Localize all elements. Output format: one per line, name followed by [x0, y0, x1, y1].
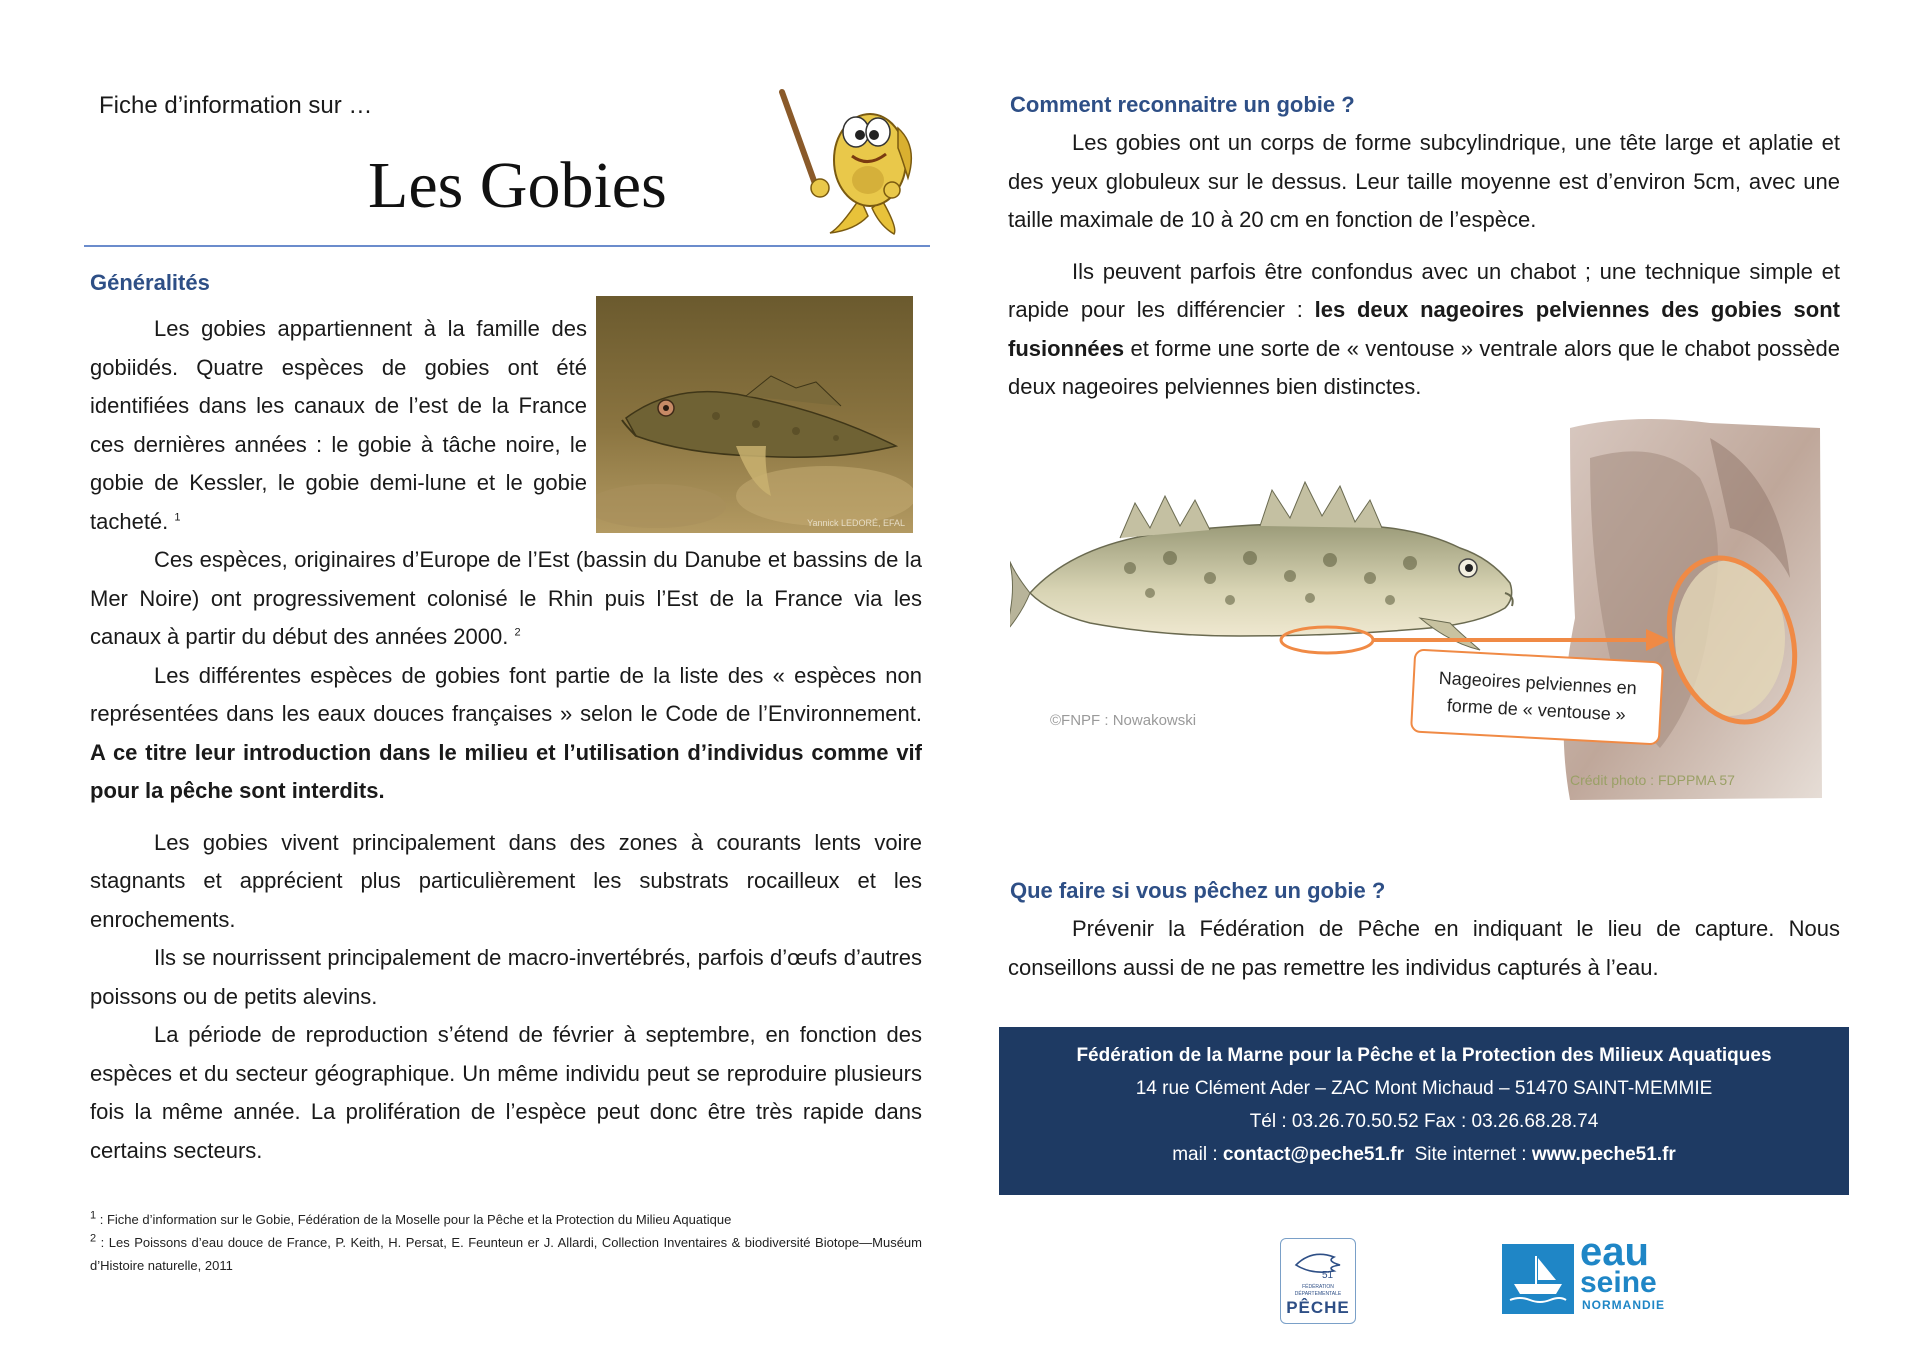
peche-logo-word: PÊCHE [1286, 1298, 1350, 1317]
contact-web: mail : contact@peche51.fr Site internet : www.peche51.fr [1172, 1144, 1676, 1165]
paragraph-morphology: Les gobies ont un corps de forme subcylindrique, une tête large et aplatie et des yeux globuleux sur le dessus. Leur taille moyenne est d’environ 5cm, avec une taille maximale de 10 à 20 cm en fonction de l’espèce. [1008, 130, 1840, 232]
paragraph-origin: Ces espèces, originaires d’Europe de l’Est (bassin du Danube et bassins de la Mer Noire) ont progressivement colonisé le Rhin puis l’Est de la France via les canaux à partir du début des années 2000. $^2$ [90, 547, 922, 649]
paragraph-diet: Ils se nourrissent principalement de macro-invertébrés, parfois d’œufs d’autres poissons ou de petits alevins. [90, 945, 922, 1009]
footnote-2: $^2$ : Les Poissons d’eau douce de France, P. Keith, H. Persat, E. Feunteun er J. Allardi, Collection Inventaires & biodiversité Biotope—Muséum d’Histoire naturelle, 2011 [90, 1232, 922, 1273]
eau-seine-normandie-logo [1502, 1230, 1667, 1318]
goby-pelvic-fin-diagram [1010, 418, 1840, 804]
illustration-credit: ©FNPF : Nowakowski [1050, 712, 1197, 729]
paragraph-what-to-do: Prévenir la Fédération de Pêche en indiquant le lieu de capture. Nous conseillons aussi de ne pas remettre les individus capturés à l’eau. [1008, 916, 1840, 980]
contact-website-link[interactable]: www.peche51.fr [1531, 1144, 1676, 1165]
page-title: Les Gobies [368, 149, 667, 222]
eau-logo-line3: NORMANDIE [1582, 1298, 1665, 1312]
footnote-1: $^1$ : Fiche d’information sur le Gobie, Fédération de la Moselle pour la Pêche et la Protection du Milieu Aquatique [90, 1209, 732, 1227]
fish-mascot-icon [770, 88, 920, 238]
federation-peche-logo [1280, 1238, 1356, 1324]
peche-logo-subtitle: FÉDÉRATION DÉPARTEMENTALE [1294, 1284, 1342, 1297]
title-divider [84, 245, 930, 247]
boat-logo-icon [1502, 1244, 1574, 1314]
peche-logo-number: 51 [1322, 1270, 1334, 1279]
footnote-ref-1: 1 [174, 511, 181, 524]
paragraph-habitat: Les gobies vivent principalement dans des zones à courants lents voire stagnants et apprécient plus particulièrement les substrats rocailleux et les enrochements. [90, 829, 922, 932]
left-column [90, 310, 922, 1170]
eau-logo-line2: seine [1580, 1266, 1657, 1299]
heading-que-faire: Que faire si vous pêchez un gobie ? [1010, 878, 1386, 903]
eau-logo-badge [1502, 1244, 1574, 1314]
paragraph-family: Les gobies appartiennent à la famille des gobiidés. Quatre espèces de gobies ont été identifiées dans les canaux de l’est de la France ces dernières années : le gobie à tâche noire, le gobie de Kessler, le gobie demi-lune et le gobie tacheté. $^1$ [90, 316, 587, 534]
contact-email-link[interactable]: contact@peche51.fr [1222, 1144, 1405, 1165]
heading-generalites: Généralités [90, 270, 210, 295]
contact-box [999, 1027, 1849, 1195]
pelvic-fin-callout: Nageoires pelviennes en forme de « ventouse » [1410, 649, 1664, 746]
right-column [1008, 124, 1840, 407]
contact-org: Fédération de la Marne pour la Pêche et la Protection des Milieux Aquatiques [1076, 1045, 1772, 1066]
footnote-ref-2: 2 [514, 626, 521, 639]
heading-reconnaitre: Comment reconnaitre un gobie ? [1010, 92, 1355, 117]
contact-phone: Tél : 03.26.70.50.52 Fax : 03.26.68.28.74 [1249, 1111, 1599, 1132]
photo-credit-fdppma: Crédit photo : FDPPMA 57 [1570, 772, 1735, 788]
photo-credit: Yannick LEDORÉ, EFAL [807, 518, 905, 528]
paragraph-regulation: Les différentes espèces de gobies font partie de la liste des « espèces non représentées dans les eaux douces françaises » selon le Code de l’Environnement. A ce titre leur introduction dans le milieu et l’utilisation d’individus comme vif pour la pêche sont interdits. [90, 662, 922, 803]
what-to-do-block [1008, 910, 1840, 987]
footnotes [90, 1208, 922, 1277]
paragraph-distinction: Ils peuvent parfois être confondus avec un chabot ; une technique simple et rapide pour les différencier : les deux nageoires pelviennes des gobies sont fusionnées et forme une sorte de « ventouse » ventrale alors que le chabot possède deux nageoires pelviennes bien distinctes. [1008, 258, 1840, 399]
fish-logo-icon [1288, 1243, 1348, 1279]
contact-address: 14 rue Clément Ader – ZAC Mont Michaud – 51470 SAINT-MEMMIE [1135, 1078, 1713, 1099]
kicker-text: Fiche d’information sur … [99, 92, 373, 119]
paragraph-reproduction: La période de reproduction s’étend de février à septembre, en fonction des espèces et du secteur géographique. Un même individu peut se reproduire plusieurs fois la même année. La prolifération de l’espèce peut donc être très rapide dans certains secteurs. [90, 1022, 922, 1163]
eau-logo-line1: eau [1580, 1230, 1649, 1274]
